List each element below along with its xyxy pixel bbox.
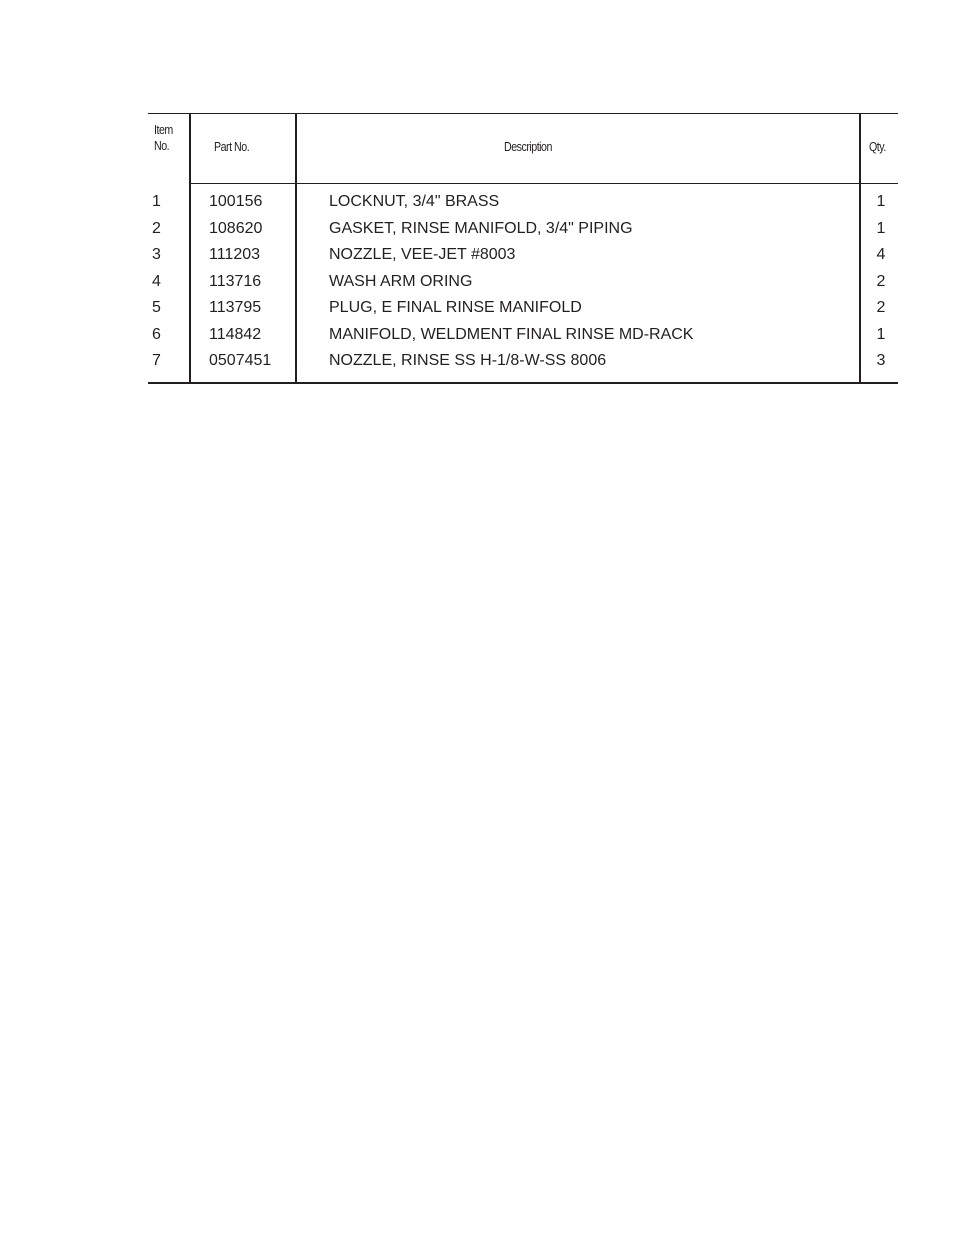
header-description: Description <box>504 139 552 154</box>
table-row <box>148 189 898 216</box>
table-body <box>148 189 898 375</box>
header-divider <box>189 183 898 184</box>
table-row <box>148 269 898 296</box>
item-no-cell: 6 <box>152 325 161 343</box>
part-no-cell: 113716 <box>209 272 262 290</box>
item-no-cell: 2 <box>152 219 161 237</box>
qty-cell: 1 <box>876 325 886 343</box>
qty-cell: 2 <box>876 272 886 290</box>
description-cell: PLUG, E FINAL RINSE MANIFOLD <box>329 299 582 316</box>
table-row <box>148 216 898 243</box>
table-row <box>148 348 898 375</box>
header-item-no <box>154 122 187 154</box>
part-no-cell: 100156 <box>209 193 263 210</box>
header-qty: Qty. <box>869 139 886 154</box>
item-no-cell: 5 <box>152 299 161 316</box>
description-cell: MANIFOLD, WELDMENT FINAL RINSE MD-RACK <box>329 325 694 343</box>
header-part-no: Part No. <box>214 139 250 154</box>
item-no-cell: 7 <box>152 352 161 369</box>
header-item-line1: Item <box>154 122 173 137</box>
description-cell: GASKET, RINSE MANIFOLD, 3/4" PIPING <box>329 219 633 237</box>
part-no-cell: 114842 <box>209 325 262 343</box>
header-item-line2: No. <box>154 138 170 153</box>
description-cell: WASH ARM ORING <box>329 272 473 290</box>
qty-cell: 3 <box>876 352 886 369</box>
table-row <box>148 322 898 349</box>
description-cell: NOZZLE, RINSE SS H-1/8-W-SS 8006 <box>329 352 607 369</box>
item-no-cell: 1 <box>152 193 161 210</box>
part-no-cell: 108620 <box>209 219 263 237</box>
description-cell: NOZZLE, VEE-JET #8003 <box>329 246 516 263</box>
part-no-cell: 111203 <box>209 246 261 263</box>
item-no-cell: 4 <box>152 272 161 290</box>
table-row <box>148 242 898 269</box>
table-row <box>148 295 898 322</box>
qty-cell: 2 <box>876 299 886 316</box>
qty-cell: 4 <box>876 246 886 263</box>
item-no-cell: 3 <box>152 246 161 263</box>
part-no-cell: 113795 <box>209 299 262 316</box>
qty-cell: 1 <box>876 219 886 237</box>
description-cell: LOCKNUT, 3/4" BRASS <box>329 193 500 210</box>
qty-cell: 1 <box>876 193 886 210</box>
parts-list-table <box>148 113 898 384</box>
part-no-cell: 0507451 <box>209 352 272 369</box>
